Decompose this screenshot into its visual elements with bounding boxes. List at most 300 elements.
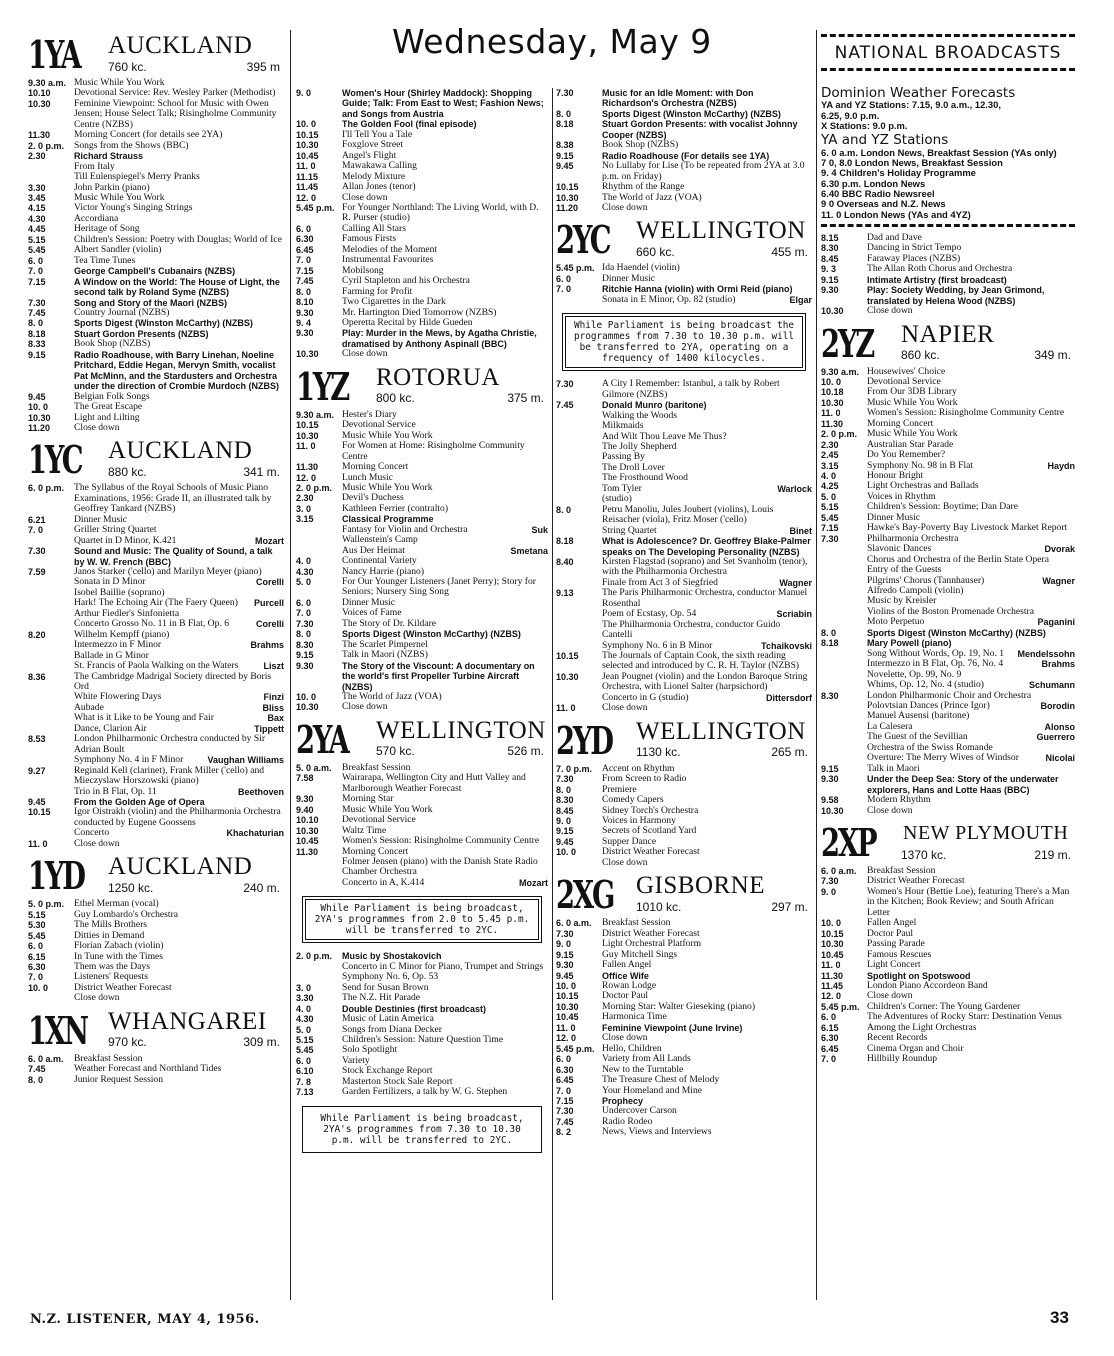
programme-title: The World of Jazz (VOA) [602,191,702,203]
programme-entry [28,277,284,298]
programme-time: 9.30 [296,328,314,339]
programme-time: 4. 0 [296,1003,312,1014]
programme-entry [821,440,1075,450]
programme-entry [821,628,1075,638]
programme-time: 10.30 [296,140,319,151]
programme-title: The Golden Fool (final episode) [342,119,477,130]
programme-title: Fallen Angel [602,959,652,971]
programme-title: Ethel Merman (vocal) [74,898,159,910]
programme-entry [556,88,812,109]
programme-title: The Journals of Captain Cook, the sixth reading selected and introduced by C. R. H. Taylor (NZBS) [602,650,800,672]
programme-entry [28,839,284,849]
programme-title: Music of Latin America [342,1013,434,1025]
programme-entry [296,203,548,224]
station-wavelength: 240 m. [243,880,280,895]
station-name: WELLINGTON [636,717,806,745]
programme-title: Florian Zabach (violin) [74,940,164,952]
programme-time: 10.30 [296,349,319,360]
programme-time: 8.18 [556,536,574,547]
programme-title: Allan Jones (tenor) [342,181,416,193]
programme-time: 8. 0 [821,627,837,638]
programme-title: The Frosthound Wood [602,472,688,484]
programme-title: Richard Strauss [74,151,144,162]
schedule-line: 6.40 BBC Radio Newsreel [821,187,935,199]
programme-title: Sports Digest (Winston McCarthy) (NZBS) [867,627,1046,638]
programme-time: 12. 0 [556,1033,577,1044]
programme-time: 2. 0 p.m. [296,951,333,962]
programme-title: Close down [867,990,913,1002]
programme-entry [28,807,284,828]
programme-title: Close down [342,701,388,713]
programme-title: Housewives' Choice [867,365,946,377]
station-callsign: 2YC [556,217,610,263]
programme-title: The Guest of the Sevillian [867,731,968,743]
programme-title: Music While You Work [867,428,958,440]
programme-title: Close down [342,191,388,203]
programme-title: The Allan Roth Chorus and Orchestra [867,263,1013,275]
programme-time: 7. 8 [296,1076,312,1087]
programme-time: 9.13 [556,588,574,599]
programme-time: 6.30 [556,1064,574,1075]
programme-title: Concerto in G (studio) [602,691,689,703]
programme-title: Waltz Time [342,824,387,836]
composer-name: Alonso [1044,721,1075,732]
programme-title: Fantasy for Violin and Orchestra [342,523,468,535]
programme-entry [296,349,548,359]
station-frequency: 970 kc. [108,1035,147,1050]
ya-yz-lines [821,148,1075,220]
programme-entry [821,450,1075,460]
programme-entry [556,806,812,816]
programme-time: 10. 0 [556,981,577,991]
programme-title: Songs from the Shows (BBC) [74,139,189,151]
programme-title: For Younger Northland: The Living World, with D. R. Purser (studio) [342,201,539,224]
programme-entry [821,806,1075,816]
programme-entry [556,182,812,192]
programme-title: The Story of the Viscount: A documentary on the world's first Propeller Turbine Aircraft (NZBS) [342,660,535,692]
programme-title: Voices in Harmony [602,815,676,827]
programme-time: 5. 0 [821,491,837,502]
programme-entry [556,1127,812,1137]
programme-entry [556,505,812,526]
programme-time: 10.15 [556,991,579,1002]
programme-title: Devotional Service [867,375,941,387]
programme-entry [28,141,284,151]
programme-entry [821,764,1075,774]
programme-entry [556,1023,812,1033]
programme-title: Calling All Stars [342,222,406,234]
programme-entry [296,140,548,150]
programme-entry [556,620,812,641]
programme-title: Garden Fertilizers, a talk by W. G. Stephen [342,1086,508,1098]
station-wavelength: 375 m. [507,391,544,406]
programme-entry [28,567,284,577]
programme-title: Double Destinies (first broadcast) [342,1003,487,1014]
programme-time: 9.30 a.m. [28,78,67,88]
weather-forecast-lines [821,100,1075,131]
programme-title: District Weather Forecast [867,875,965,887]
programme-title: Mary Powell (piano) [867,638,952,649]
programme-time: 11.15 [296,171,319,182]
programme-title: Them was the Days [74,960,150,972]
programme-time: 4. 0 [821,471,837,482]
programme-title: From Our 3DB Library [867,386,957,398]
programme-time: 7.59 [28,567,46,578]
programme-title: Honour Bright [867,470,924,482]
programme-time: 11.45 [296,182,319,193]
station-2yd [556,717,812,869]
programme-time: 5.45 p.m. [821,1001,860,1012]
programme-title: String Quartet [602,524,657,536]
programme-entry [28,214,284,224]
programme-time: 7.45 [28,307,46,318]
programme-entry [28,952,284,962]
programme-title: Moto Perpetuo [867,616,925,628]
programme-time: 5.15 [28,234,46,245]
programme-entry [28,402,284,412]
programme-title: Breakfast Session [342,761,411,773]
programme-time: 10. 0 [821,918,842,929]
programme-title: Accent on Rhythm [602,762,675,774]
column-1 [28,28,284,1085]
programme-title: Song and Story of the Maori (NZBS) [74,297,227,308]
station-callsign: 1YD [28,853,84,899]
programme-time: 9.58 [821,795,839,806]
programme-entry [821,950,1075,960]
programme-entry [28,413,284,423]
programme-title: Dancing in Strict Tempo [867,242,962,254]
programme-time: 8.36 [28,671,46,682]
programme-time: 8.30 [296,639,314,650]
programme-entry [556,1096,812,1106]
programme-title: Entry of the Guests [867,564,942,576]
programme-title: Variety [342,1054,370,1066]
programme-title: And Wilt Thou Leave Me Thus? [602,430,727,442]
programme-time: 7.30 [556,88,574,98]
programme-entry [296,483,548,493]
programme-time: 5.15 [296,1034,314,1045]
programme-entry [296,462,548,472]
programme-time: 3. 0 [296,503,312,514]
programme-time: 7. 0 [296,255,312,266]
programme-title: Sports Digest (Winston McCarthy) (NZBS) [74,318,253,329]
programme-time: 10. 0 [296,692,317,703]
programme-entry [296,410,548,420]
programme-entry [28,640,284,650]
programme-entry [296,255,548,265]
listing-continued [821,233,1075,317]
programme-time: 7. 0 [28,266,44,277]
composer-name: Corelli [255,577,284,588]
programme-entry [296,556,548,566]
programme-time: 7.15 [821,523,839,534]
programme-title: Premiere [602,783,637,795]
programme-title: Music While You Work [342,803,433,815]
programme-time: 7.30 [28,297,46,308]
programme-title: Spotlight on Spotswood [867,970,971,981]
programme-title: Children's Session: Nature Question Time [342,1033,504,1045]
programme-entry [296,182,548,192]
composer-name: Dittersdorf [765,692,812,703]
programme-title: St. Francis of Paola Walking on the Waters [74,660,239,672]
station-name: GISBORNE [636,872,766,900]
programme-time: 5.45 p.m. [556,263,595,274]
date-heading: Wednesday, May 9 [392,22,712,61]
programme-title: Women's Hour (Bettie Loe), featuring There's a Man in the Kitchen; Book Review; and South African Letter [867,885,1070,918]
programme-time: 8.20 [28,629,46,640]
programme-title: Light Concert [867,959,921,971]
programme-title: Talk in Maori [867,762,920,774]
programme-entry [28,99,284,130]
programme-entry [556,1106,812,1116]
station-2yc [556,219,812,713]
station-1ya [28,34,284,433]
programme-time: 2. 0 p.m. [821,429,858,440]
programme-title: Passing Parade [867,938,925,950]
programme-entry [821,929,1075,939]
schedule-line: 6. 0 a.m. London News, Breakfast Session (YAs only) [821,146,1057,158]
programme-time: 4.30 [296,566,314,577]
programme-entry [556,536,812,557]
programme-time: 8. 0 [556,504,572,515]
programme-title: The Adventures of Rocky Starr: Destination Venus [867,1011,1062,1023]
programme-title: In Tune with the Times [74,950,164,962]
station-header [28,32,284,77]
programme-time: 10.45 [296,836,319,847]
programme-time: 10.15 [556,651,579,662]
composer-name: Mozart [519,877,548,888]
programme-title: Music for an Idle Moment: with Don Richardson's Orchestra (NZBS) [602,88,754,109]
programme-time: 6.10 [296,1066,314,1077]
composer-name: Tippett [254,723,284,734]
programme-title: Close down [867,305,913,317]
programme-title: Play: Society Wedding, by Jean Grimond, translated by Helena Wood (NZBS) [867,285,1045,306]
programme-time: 10.15 [28,807,51,818]
programme-title: Mr. Hartington Died Tomorrow (NZBS) [342,306,497,318]
station-2ya [296,716,548,1153]
programme-title: Slavonic Dances [867,543,932,555]
programme-entry [296,328,548,349]
programme-title: Albert Sandler (violin) [74,244,162,256]
station-callsign: 1YC [28,437,82,483]
programme-entry [556,960,812,970]
programme-time: 8. 0 [28,318,44,329]
programme-title: Stuart Gordon Presents: with vocalist Johnny Cooper (NZBS) [602,119,798,140]
programme-entry [296,773,548,794]
programme-time: 2.30 [296,493,314,504]
composer-name: Schumann [1028,680,1075,691]
programme-entry [556,971,812,981]
programme-title: Talk in Maori (NZBS) [342,649,428,661]
programme-entry [296,983,548,993]
programme-time: 4.25 [821,481,839,492]
programme-title: Guy Lombardo's Orchestra [74,908,179,920]
programme-title: Symphony No. 6 in B Minor [602,639,713,651]
programme-time: 9.15 [821,274,839,285]
programme-time: 12. 0 [296,472,317,483]
programme-title: Close down [867,804,913,816]
programme-title: Symphony No. 6, Op. 53 [342,971,439,983]
programme-entry [296,577,548,598]
programme-entry [556,981,812,991]
composer-name: Purcell [253,598,284,609]
programme-entry [296,318,548,328]
schedule-line: 9 0 Overseas and N.Z. News [821,198,946,210]
programme-entry [28,962,284,972]
programme-time: 2. 0 p.m. [28,140,65,151]
programme-time: 5. 0 p.m. [28,899,65,910]
programme-time: 9.15 [556,150,574,161]
programme-time: 7. 0 [556,1085,572,1096]
programme-time: 7. 0 [556,284,572,295]
programme-time: 6. 0 [821,1012,837,1023]
station-header [28,1007,284,1053]
programme-title: Kathleen Ferrier (contralto) [342,502,449,514]
programme-title: Victor Young's Singing Strings [74,202,193,214]
programme-time: 9. 0 [296,88,312,98]
programme-entry [556,109,812,119]
station-header [28,853,284,899]
composer-name: Bliss [262,702,284,713]
programme-time: 9.45 [28,797,46,807]
programme-title: Hester's Diary [342,408,397,420]
programme-time: 7.45 [556,1116,574,1127]
programme-title: Jean Pougnet (violin) and the London Baroque String Orchestra, with Lionel Salter (harpsichord) [602,670,808,693]
station-wavelength: 265 m. [771,745,808,760]
programme-title: Mawakawa Calling [342,160,417,172]
programme-entry [296,619,548,629]
programme-entry [296,993,548,1003]
composer-name: Finzi [263,692,284,703]
programme-time: 6.30 [296,234,314,245]
programme-title: Light Orchestral Platform [602,938,702,950]
programme-entry [28,308,284,318]
programme-time: 11. 0 [296,161,316,172]
programme-time: 2. 0 p.m. [296,482,333,493]
programme-time: 9.15 [556,826,574,837]
programme-time: 10.30 [296,702,319,713]
programme-time: 7.45 [556,400,574,411]
programme-title: I'll Tell You a Tale [342,128,413,140]
programme-entry [821,1044,1075,1054]
programme-title: Violins of the Boston Promenade Orchestra [867,605,1035,617]
programme-time: 11.30 [28,130,51,141]
programme-time: 8.18 [28,328,46,339]
station-header [556,217,812,263]
programme-entry [28,734,284,755]
ya-yz-title: YA and YZ Stations [821,132,949,149]
programme-title: Folmer Jensen (piano) with the Danish State Radio Chamber Orchestra [342,856,538,878]
programme-time: 10. 0 [296,119,317,130]
station-name: WELLINGTON [376,716,546,744]
programme-time: 5.15 [28,909,46,920]
programme-title: Close down [74,837,120,849]
programme-time: 9.30 [296,794,314,805]
programme-time: 7.30 [556,774,574,785]
programme-title: Arthur Fiedler's Sinfonietta [74,607,180,619]
column-2 [296,88,548,1161]
programme-title: Kirsten Flagstad (soprano) and Set Svanholm (tenor), with the Philharmonia Orchestra [602,555,808,578]
programme-entry [821,795,1075,805]
programme-time: 7.13 [296,1087,314,1098]
programme-entry [296,151,548,161]
programme-entry [296,805,548,815]
programme-title: District Weather Forecast [602,927,700,939]
programme-title: Cyril Stapleton and his Orchestra [342,275,470,287]
programme-title: The Paris Philharmonic Orchestra, conductor Manuel Rosenthal [602,587,808,609]
programme-title: Recent Records [867,1032,928,1044]
programme-entry [821,534,1075,544]
programme-title: Breakfast Session [602,917,671,929]
programme-title: Morning Concert [867,417,934,429]
programme-entry [821,555,1075,565]
programme-time: 10.15 [296,129,319,140]
schedule-line: 6.25, 9.0 p.m. [821,109,880,121]
programme-time: 10.18 [821,387,844,398]
programme-title: Cinema Organ and Choir [867,1042,964,1054]
programme-time: 6.15 [28,951,46,962]
programme-title: Morning Star: Walter Gieseking (piano) [602,1000,756,1012]
station-frequency: 1370 kc. [901,847,947,862]
station-1yc [28,439,284,849]
programme-entry [296,297,548,307]
programme-time: 6. 0 [556,273,572,284]
programme-title: Morning Concert (for details see 2YA) [74,129,223,141]
programme-time: 9. 0 [556,939,572,950]
programme-entry [821,887,1075,918]
programme-time: 7. 0 [28,525,44,536]
composer-name: Dvorak [1044,544,1075,555]
station-callsign: 1YA [28,32,80,77]
programme-time: 7.58 [296,773,314,784]
programme-time: 8. 0 [28,1074,44,1085]
programme-time: 10.15 [556,182,579,193]
programme-title: Songs from Diana Decker [342,1023,442,1035]
programme-title: Overture: The Merry Wives of Windsor [867,752,1019,764]
programme-title: Belgian Folk Songs [74,390,150,402]
programme-title: Do You Remember? [867,449,946,461]
station-2xg [556,874,812,1138]
programme-title: Philharmonia Orchestra [867,532,959,544]
programme-time: 6.30 [28,961,46,972]
station-wavelength: 526 m. [507,744,544,759]
programme-entry [821,607,1075,617]
programme-time: 5.45 p.m. [556,1043,595,1054]
programme-title: Radio Roadhouse (For details see 1YA) [602,150,770,161]
programme-title: For Women at Home: Risingholme Community Centre [342,440,525,462]
programme-entry [556,421,812,431]
programme-title: Devil's Duchess [342,492,404,504]
programme-title: What is Adolescence? Dr. Geoffrey Blake-Palmer speaks on The Developing Personality (NZBS) [602,536,811,557]
programme-time: 10. 0 [28,402,49,413]
station-frequency: 1010 kc. [636,899,682,914]
programme-title: Close down [74,421,120,433]
programme-entry [821,711,1075,721]
programme-entry [821,774,1075,795]
programme-entry [556,785,812,795]
programme-time: 8.30 [821,243,839,254]
programme-title: Fallen Angel [867,917,917,929]
page-number: 33 [1050,1308,1069,1327]
programme-title: Lunch Music [342,471,393,483]
programme-title: Dinner Music [602,272,656,284]
programme-entry [556,432,812,442]
programme-time: 10. 0 [556,847,577,858]
station-frequency: 880 kc. [108,464,147,479]
station-frequency: 760 kc. [108,59,147,74]
composer-name: Borodin [1040,701,1075,711]
programme-entry [28,713,284,723]
